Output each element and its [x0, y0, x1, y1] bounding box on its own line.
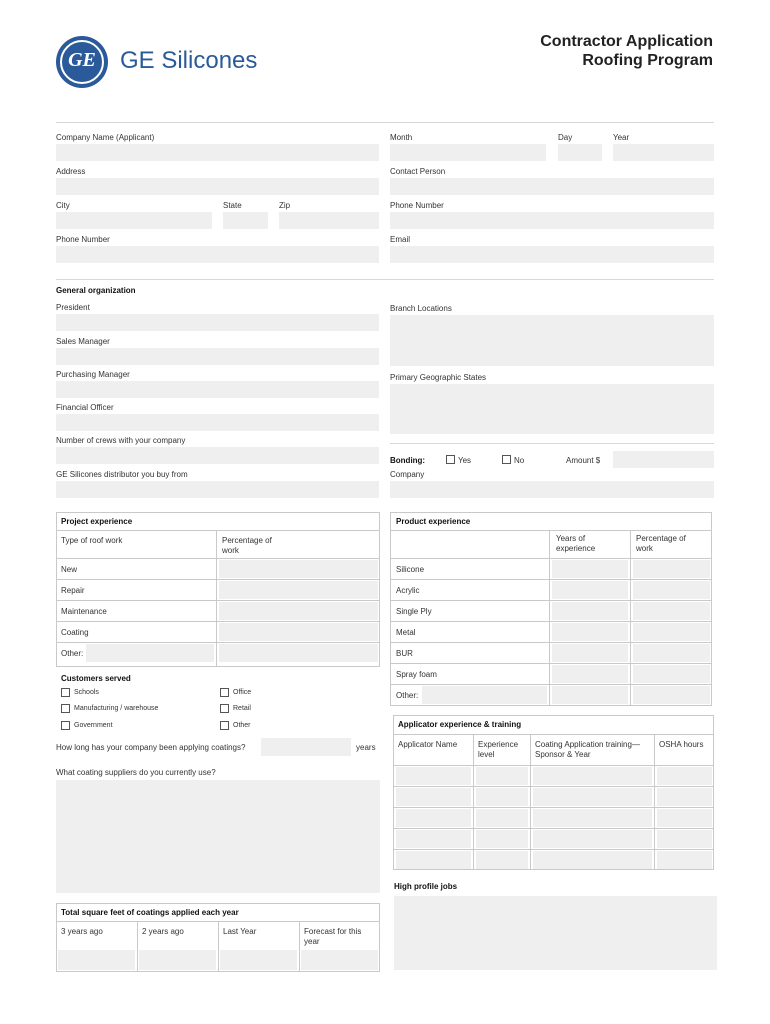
applicator-col-osha-label: OSHA hours — [659, 740, 704, 749]
square-feet-forecast-field[interactable] — [301, 950, 378, 970]
project-col-type-label: Type of roof work — [61, 536, 123, 545]
financial-officer-field[interactable] — [56, 414, 379, 431]
project-row-label: Repair — [61, 586, 85, 595]
general-organization-heading: General organization — [56, 286, 136, 295]
city-label: City — [56, 201, 70, 210]
table-row-rule — [390, 663, 712, 664]
table-row-rule — [393, 828, 714, 829]
customer-manufacturing-checkbox[interactable] — [61, 704, 70, 713]
table-row-rule — [56, 621, 380, 622]
square-feet-col-forecast: Forecast for this year — [304, 927, 362, 946]
table-row-rule — [390, 579, 712, 580]
amount-label: Amount $ — [566, 456, 601, 465]
bonding-yes-label: Yes — [458, 456, 472, 465]
product-row-years-field[interactable] — [552, 560, 628, 578]
applicator-cell-field[interactable] — [533, 809, 652, 827]
day-label: Day — [558, 133, 573, 142]
company-name-label: Company Name (Applicant) — [56, 133, 155, 142]
applicator-cell-field[interactable] — [657, 830, 712, 848]
square-feet-col-2yrs: 2 years ago — [142, 927, 184, 936]
table-row-rule — [393, 807, 714, 808]
applicator-cell-field[interactable] — [396, 788, 471, 806]
product-experience-heading: Product experience — [396, 517, 471, 526]
distributor-label: GE Silicones distributor you buy from — [56, 470, 188, 479]
month-field[interactable] — [390, 144, 546, 161]
table-row-rule — [390, 621, 712, 622]
product-row-percentage-field[interactable] — [633, 665, 710, 683]
table-divider — [216, 530, 217, 667]
ge-logo-text: GE — [68, 49, 96, 71]
product-row-label: Acrylic — [396, 586, 420, 595]
table-row-rule — [390, 600, 712, 601]
applicator-cell-field[interactable] — [476, 809, 528, 827]
applicator-col-training-label: Coating Application training—Sponsor & Year — [535, 740, 640, 759]
section-divider — [56, 279, 714, 280]
table-row-rule — [393, 849, 714, 850]
bonding-yes-checkbox[interactable] — [446, 455, 455, 464]
customer-office-label: Office — [233, 689, 252, 696]
address-label: Address — [56, 167, 86, 176]
top-divider — [56, 122, 714, 123]
square-feet-2yrs-field[interactable] — [139, 950, 216, 970]
customer-government-label: Government — [74, 722, 113, 729]
customer-retail-checkbox[interactable] — [220, 704, 229, 713]
high-profile-field[interactable] — [394, 896, 717, 970]
product-other-text-field[interactable] — [422, 686, 547, 704]
square-feet-heading: Total square feet of coatings applied each year — [61, 908, 239, 917]
table-row-rule — [56, 642, 380, 643]
primary-states-label: Primary Geographic States — [390, 373, 487, 382]
project-col-percentage-label: Percentage of work — [222, 536, 272, 555]
branch-locations-field[interactable] — [390, 315, 714, 366]
project-row-label: New — [61, 565, 78, 574]
email-field[interactable] — [390, 246, 714, 263]
page-title: Contractor Application — [540, 33, 713, 50]
sales-manager-label: Sales Manager — [56, 337, 110, 346]
project-row-label: Coating — [61, 628, 89, 637]
customer-government-checkbox[interactable] — [61, 721, 70, 730]
applicator-heading: Applicator experience & training — [398, 720, 522, 729]
product-row-percentage-field[interactable] — [633, 581, 710, 599]
square-feet-col-3yrs: 3 years ago — [61, 927, 103, 936]
product-row-years-field[interactable] — [552, 665, 628, 683]
applicator-cell-field[interactable] — [476, 788, 528, 806]
table-header-rule — [393, 734, 714, 735]
applicator-cell-field[interactable] — [533, 788, 652, 806]
project-other-text-field[interactable] — [86, 644, 214, 662]
square-feet-3yrs-field[interactable] — [58, 950, 135, 970]
customer-retail-label: Retail — [233, 705, 251, 712]
table-header-rule — [390, 530, 712, 531]
purchasing-manager-field[interactable] — [56, 381, 379, 398]
product-row-label: Silicone — [396, 565, 425, 574]
customer-office-checkbox[interactable] — [220, 688, 229, 697]
zip-field[interactable] — [279, 212, 379, 229]
contact-person-field[interactable] — [390, 178, 714, 195]
president-field[interactable] — [56, 314, 379, 331]
page-subtitle: Roofing Program — [582, 52, 713, 69]
square-feet-last-year-field[interactable] — [220, 950, 297, 970]
customers-served-heading: Customers served — [61, 674, 131, 683]
table-divider — [137, 921, 138, 972]
applicator-cell-field[interactable] — [476, 851, 528, 869]
table-divider — [630, 530, 631, 706]
applicator-cell-field[interactable] — [533, 830, 652, 848]
product-row-percentage-field[interactable] — [633, 623, 710, 641]
bonding-no-checkbox[interactable] — [502, 455, 511, 464]
primary-states-field[interactable] — [390, 384, 714, 434]
product-row-years-field[interactable] — [552, 644, 628, 662]
applicator-cell-field[interactable] — [657, 851, 712, 869]
how-long-label: How long has your company been applying coatings? — [56, 743, 246, 752]
product-row-years-field[interactable] — [552, 623, 628, 641]
applicator-cell-field[interactable] — [533, 767, 652, 785]
customer-other-checkbox[interactable] — [220, 721, 229, 730]
project-row-percentage-field[interactable] — [219, 581, 378, 599]
president-label: President — [56, 303, 90, 312]
product-row-label: BUR — [396, 649, 413, 658]
phone-number-right-label: Phone Number — [390, 201, 444, 210]
project-row-percentage-field[interactable] — [219, 602, 378, 620]
applicator-cell-field[interactable] — [657, 809, 712, 827]
product-row-years-field[interactable] — [552, 686, 628, 704]
ge-logo — [56, 36, 108, 88]
product-row-label: Single Ply — [396, 607, 432, 616]
phone-number-right-field[interactable] — [390, 212, 714, 229]
sales-manager-field[interactable] — [56, 348, 379, 365]
applicator-cell-field[interactable] — [657, 788, 712, 806]
amount-field[interactable] — [613, 451, 714, 468]
high-profile-heading: High profile jobs — [394, 882, 458, 891]
table-row-rule — [390, 684, 712, 685]
product-row-years-field[interactable] — [552, 581, 628, 599]
customer-schools-checkbox[interactable] — [61, 688, 70, 697]
state-field[interactable] — [223, 212, 268, 229]
company-field[interactable] — [390, 481, 714, 498]
applicator-cell-field[interactable] — [533, 851, 652, 869]
product-row-percentage-field[interactable] — [633, 644, 710, 662]
product-row-label: Other: — [396, 691, 419, 700]
phone-number-left-field[interactable] — [56, 246, 379, 263]
brand-name: GE Silicones — [120, 47, 258, 74]
table-divider — [299, 921, 300, 972]
product-col-percentage-label: Percentage of work — [636, 534, 686, 553]
product-row-percentage-field[interactable] — [633, 560, 710, 578]
customer-other-label: Other — [233, 722, 251, 729]
table-row-rule — [393, 786, 714, 787]
email-label: Email — [390, 235, 411, 244]
applicator-cell-field[interactable] — [657, 767, 712, 785]
project-experience-heading: Project experience — [61, 517, 133, 526]
customer-manufacturing-label: Manufacturing / warehouse — [74, 705, 159, 712]
project-row-percentage-field[interactable] — [219, 644, 378, 662]
company-label: Company — [390, 470, 425, 479]
suppliers-field[interactable] — [56, 780, 380, 893]
year-field[interactable] — [613, 144, 714, 161]
bonding-label: Bonding: — [390, 456, 426, 465]
financial-officer-label: Financial Officer — [56, 403, 114, 412]
branch-locations-label: Branch Locations — [390, 304, 452, 313]
customer-schools-label: Schools — [74, 689, 99, 696]
project-row-percentage-field[interactable] — [219, 560, 378, 578]
suppliers-label: What coating suppliers do you currently use? — [56, 768, 216, 777]
applicator-cell-field[interactable] — [396, 851, 471, 869]
project-row-label: Maintenance — [61, 607, 107, 616]
purchasing-manager-label: Purchasing Manager — [56, 370, 130, 379]
years-unit-label: years — [356, 743, 376, 752]
product-row-label: Spray foam — [396, 670, 437, 679]
contact-person-label: Contact Person — [390, 167, 446, 176]
zip-label: Zip — [279, 201, 291, 210]
product-row-percentage-field[interactable] — [633, 686, 710, 704]
table-row-rule — [393, 765, 714, 766]
square-feet-col-last-year: Last Year — [223, 927, 257, 936]
phone-number-left-label: Phone Number — [56, 235, 110, 244]
product-row-years-field[interactable] — [552, 602, 628, 620]
product-row-label: Metal — [396, 628, 416, 637]
project-row-label: Other: — [61, 649, 84, 658]
product-col-years-label: Years of experience — [556, 534, 596, 553]
table-header-rule — [56, 530, 380, 531]
address-field[interactable] — [56, 178, 379, 195]
applicator-col-level-label: Experience level — [478, 740, 519, 759]
distributor-field[interactable] — [56, 481, 379, 498]
crews-label: Number of crews with your company — [56, 436, 186, 445]
state-label: State — [223, 201, 242, 210]
applicator-cell-field[interactable] — [476, 830, 528, 848]
applicator-cell-field[interactable] — [396, 767, 471, 785]
crews-field[interactable] — [56, 447, 379, 464]
month-label: Month — [390, 133, 413, 142]
product-row-percentage-field[interactable] — [633, 602, 710, 620]
year-label: Year — [613, 133, 630, 142]
table-divider — [549, 530, 550, 706]
how-long-field[interactable] — [261, 738, 351, 756]
table-row-rule — [390, 558, 712, 559]
bonding-divider — [390, 443, 714, 444]
company-name-field[interactable] — [56, 144, 379, 161]
table-row-rule — [56, 579, 380, 580]
table-row-rule — [390, 642, 712, 643]
bonding-no-label: No — [514, 456, 525, 465]
applicator-cell-field[interactable] — [396, 809, 471, 827]
city-field[interactable] — [56, 212, 212, 229]
table-row-rule — [56, 558, 380, 559]
day-field[interactable] — [558, 144, 602, 161]
project-row-percentage-field[interactable] — [219, 623, 378, 641]
applicator-cell-field[interactable] — [476, 767, 528, 785]
table-divider — [218, 921, 219, 972]
applicator-col-name-label: Applicator Name — [398, 740, 458, 749]
table-row-rule — [56, 600, 380, 601]
applicator-cell-field[interactable] — [396, 830, 471, 848]
